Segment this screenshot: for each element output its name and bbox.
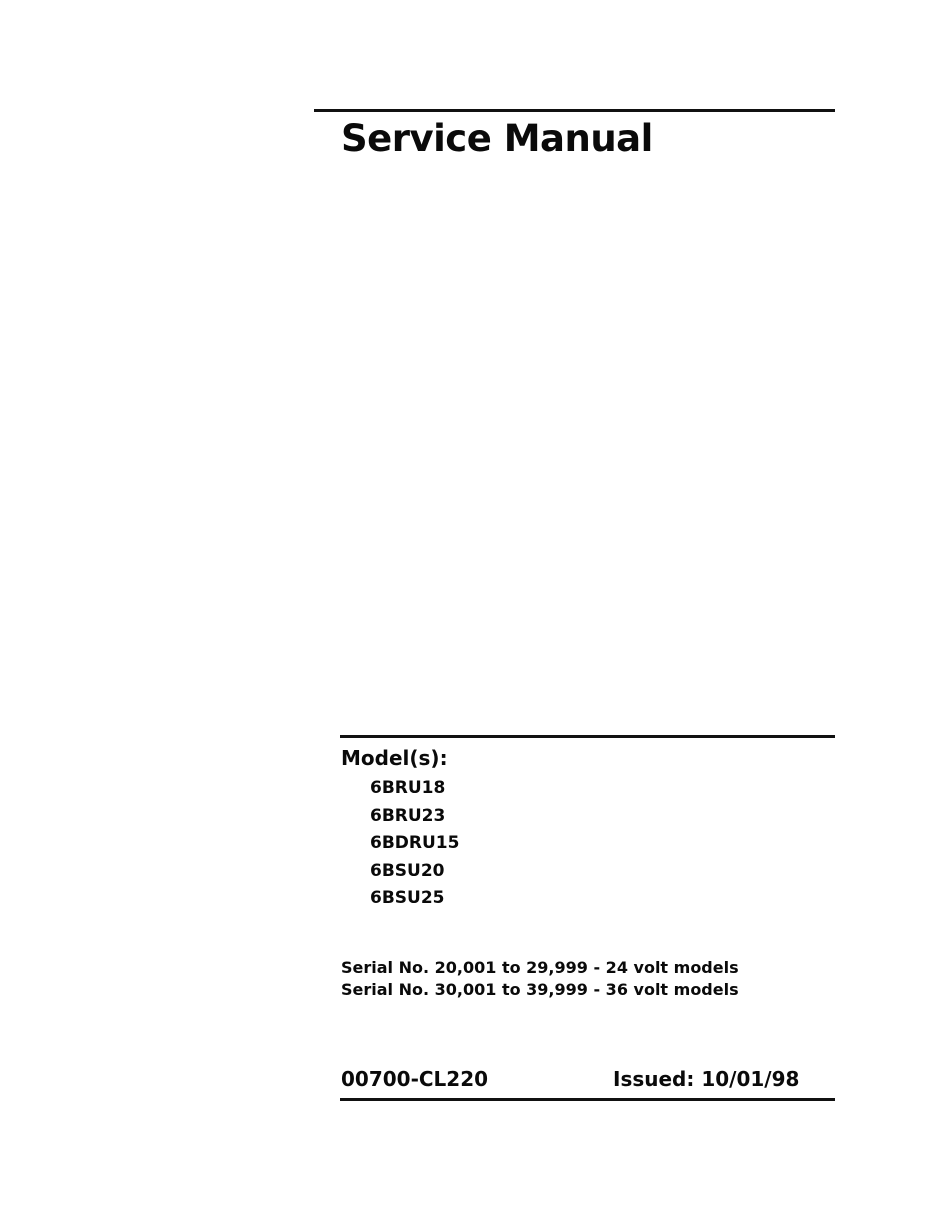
serial-ranges [341, 957, 739, 1001]
top-rule [314, 109, 835, 112]
page-title: Service Manual [341, 117, 653, 160]
serial-range: Serial No. 30,001 to 39,999 - 36 volt models [341, 980, 739, 999]
document-number: 00700-CL220 [341, 1067, 489, 1091]
serial-range: Serial No. 20,001 to 29,999 - 24 volt models [341, 958, 739, 977]
model-item: 6BSU20 [370, 860, 445, 881]
model-item: 6BSU25 [370, 888, 445, 908]
models-list [370, 775, 459, 913]
bottom-rule [340, 1098, 835, 1101]
models-rule [340, 735, 835, 738]
model-item: 6BRU18 [370, 778, 446, 798]
model-item: 6BDRU15 [370, 833, 460, 853]
models-label: Model(s): [341, 746, 448, 770]
issued-date: Issued: 10/01/98 [613, 1067, 800, 1091]
model-item: 6BRU23 [370, 805, 446, 826]
